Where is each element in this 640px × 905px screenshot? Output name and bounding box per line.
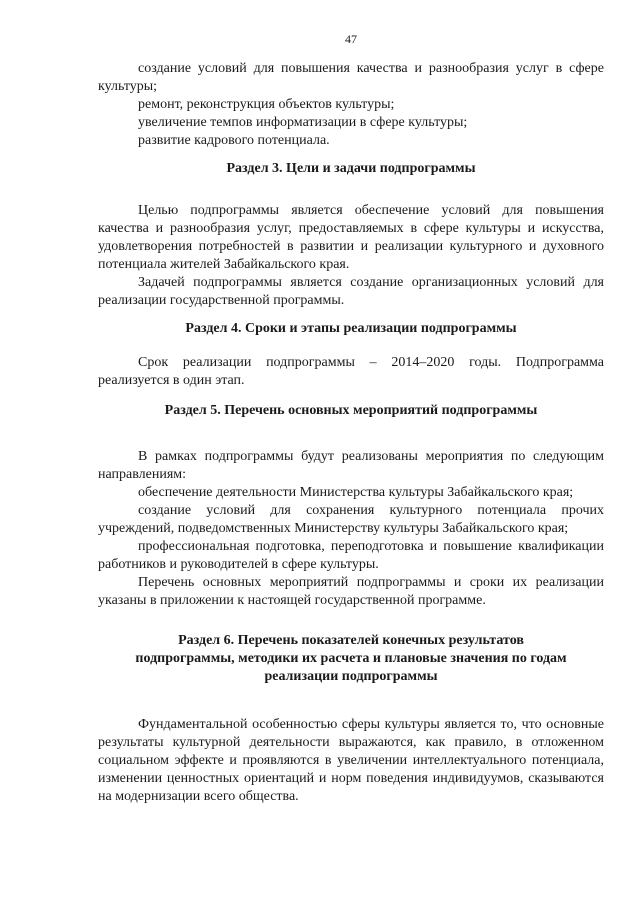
list-item: создание условий для сохранения культурного потенциала прочих учреждений, подведомственных Министерству культуры Забайкальского края; — [98, 503, 604, 536]
list-item: профессиональная подготовка, переподготовка и повышение квалификации работников и руководителей в сфере культуры. — [98, 539, 604, 572]
section-6-heading-line: реализации подпрограммы — [264, 669, 438, 684]
section-4-paragraph: Срок реализации подпрограммы – 2014–2020 годы. Подпрограмма реализуется в один этап. — [98, 355, 604, 388]
list-item: развитие кадрового потенциала. — [138, 133, 330, 148]
list-item: создание условий для повышения качества и разнообразия услуг в сфере культуры; — [98, 61, 604, 94]
section-6-heading-line: Раздел 6. Перечень показателей конечных результатов — [178, 633, 524, 648]
list-item: увеличение темпов информатизации в сфере культуры; — [138, 115, 468, 130]
top-list — [98, 60, 604, 150]
section-5-list — [98, 448, 604, 610]
page-number: 47 — [345, 32, 357, 46]
section-3-paragraph: Целью подпрограммы является обеспечение условий для повышения качества и разнообразия услуг, предоставляемых в сфере культуры и искусства, удовлетворения потребностей в развитии и реализации культурного и духовного потенциала жителей Забайкальского края. — [98, 203, 604, 272]
section-5-intro: В рамках подпрограммы будут реализованы мероприятия по следующим направлениям: — [98, 449, 604, 482]
section-5-closing: Перечень основных мероприятий подпрограммы и сроки их реализации указаны в приложении к настоящей государственной программе. — [98, 575, 604, 608]
list-item: обеспечение деятельности Министерства культуры Забайкальского края; — [138, 485, 574, 500]
list-item: ремонт, реконструкция объектов культуры; — [138, 97, 395, 112]
section-6-paragraph: Фундаментальной особенностью сферы культуры является то, что основные результаты культурной деятельности выражаются, как правило, в отложенном социальном эффекте и проявляются в увеличении интеллектуального потенциала, изменении ценностных ориентаций и норм поведения индивидуумов, сказываются на модернизации всего общества. — [98, 717, 604, 804]
section-5-heading: Раздел 5. Перечень основных мероприятий подпрограммы — [164, 403, 538, 418]
section-3-heading: Раздел 3. Цели и задачи подпрограммы — [226, 161, 476, 176]
section-3-paragraph: Задачей подпрограммы является создание организационных условий для реализации государственной программы. — [98, 275, 604, 308]
section-6-heading — [98, 632, 604, 686]
section-4-heading: Раздел 4. Сроки и этапы реализации подпрограммы — [185, 321, 517, 336]
section-6-heading-line: подпрограммы, методики их расчета и плановые значения по годам — [135, 651, 567, 666]
document-page — [98, 32, 604, 806]
